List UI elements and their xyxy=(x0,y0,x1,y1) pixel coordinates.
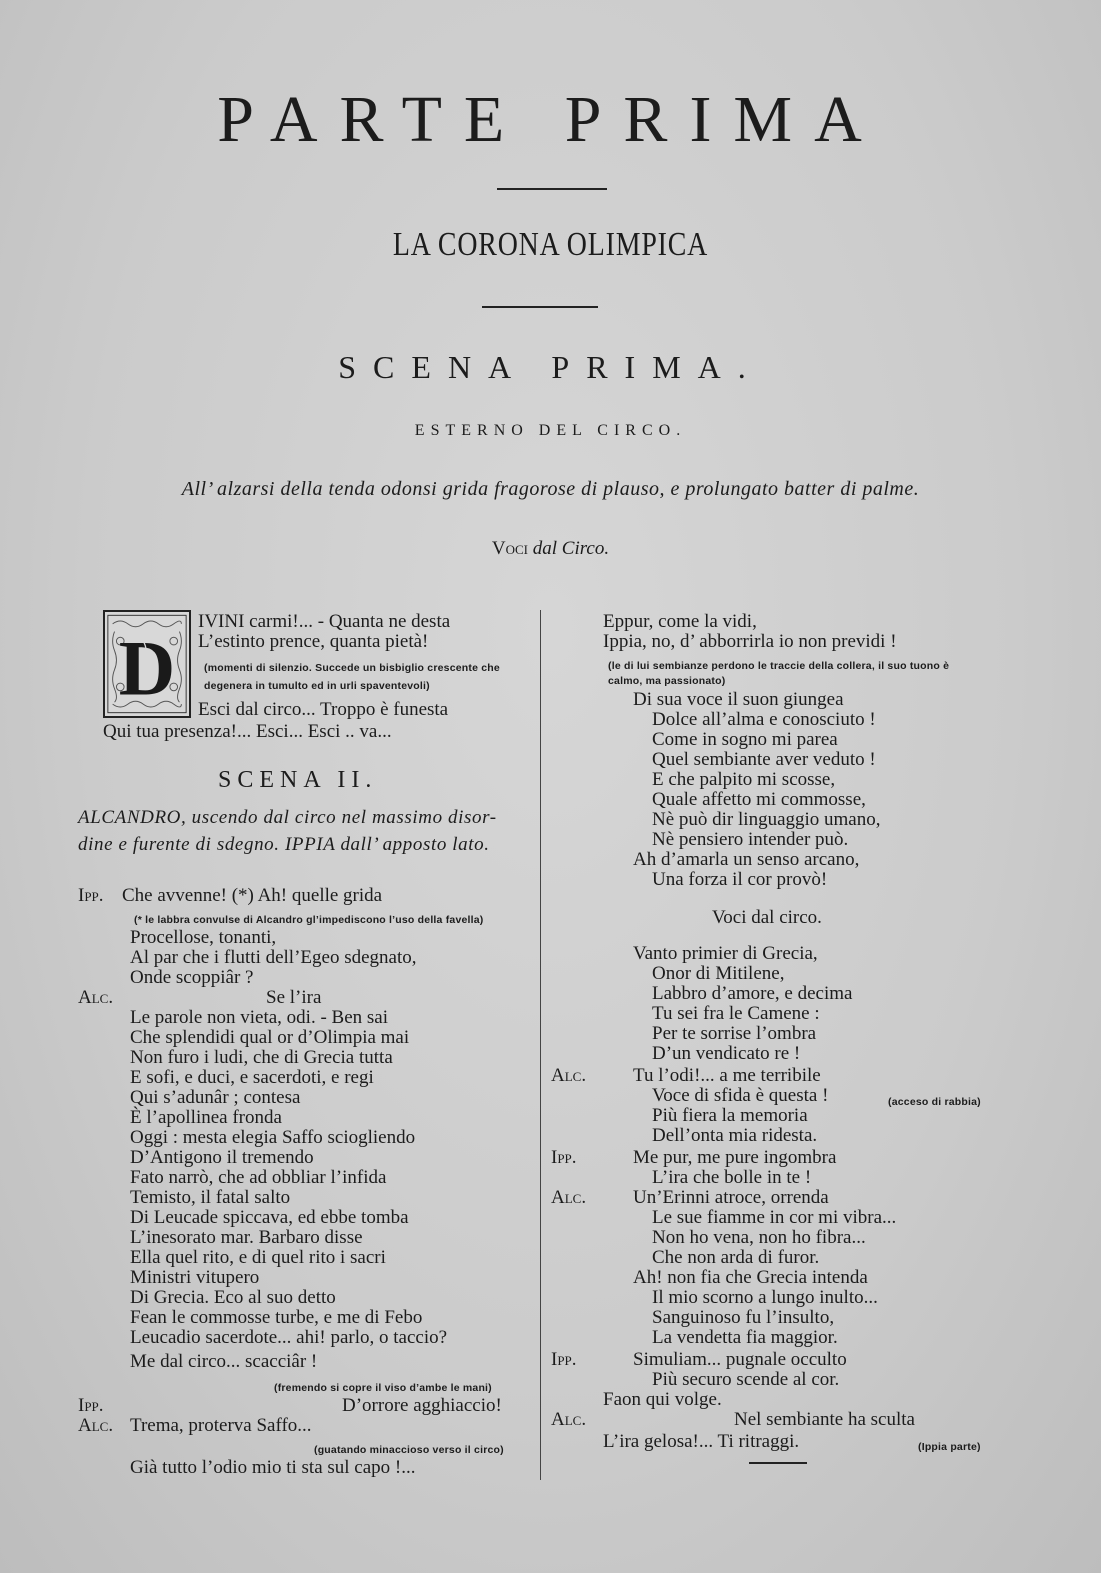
verse-line: Ah d’amarla un senso arcano, xyxy=(633,849,860,870)
voci-heading xyxy=(0,538,1101,560)
verse-line: Come in sogno mi parea xyxy=(652,729,838,750)
speaker-label: Ipp. xyxy=(551,1349,577,1370)
verse-line: La vendetta fia maggior. xyxy=(652,1327,838,1348)
verse-line: Me dal circo... scacciâr ! xyxy=(130,1351,318,1372)
verse-line: Ella quel rito, e di quel rito i sacri xyxy=(130,1247,386,1268)
stage-note: (acceso di rabbia) xyxy=(888,1096,981,1108)
verse-line: Che splendidi qual or d’Olimpia mai xyxy=(130,1027,410,1048)
speaker-label: Ipp. xyxy=(78,885,104,906)
dropcap-letter: D xyxy=(118,624,176,712)
verse-line: Oggi : mesta elegia Saffo sciogliendo xyxy=(130,1127,416,1148)
stage-note: (guatando minaccioso verso il circo) xyxy=(314,1444,504,1456)
verse-line: Temisto, il fatal salto xyxy=(130,1187,291,1208)
verse-line: Di Leucade spiccava, ed ebbe tomba xyxy=(130,1207,409,1228)
verse-line: D’Antigono il tremendo xyxy=(130,1147,314,1168)
dropcap-ornament-icon xyxy=(105,612,189,716)
verse-line: E che palpito mi scosse, xyxy=(652,769,836,790)
verse-line: D’orrore agghiaccio! xyxy=(342,1395,502,1416)
speaker-label: Ipp. xyxy=(551,1147,577,1168)
verse-line: Trema, proterva Saffo... xyxy=(130,1415,312,1436)
verse-line: Vanto primier di Grecia, xyxy=(633,943,818,964)
scene-two-direction: dine e furente di sdegno. IPPIA dall’ apposto lato. xyxy=(78,834,490,855)
verse-line: Di sua voce il suon giungea xyxy=(633,689,844,710)
verse-line: L’inesorato mar. Barbaro disse xyxy=(130,1227,363,1248)
verse-line: Per te sorrise l’ombra xyxy=(652,1023,817,1044)
verse-line: IVINI carmi!... - Quanta ne desta xyxy=(198,611,451,632)
verse-line: Eppur, come la vidi, xyxy=(603,611,757,632)
verse-line: Dell’onta mia ridesta. xyxy=(652,1125,818,1146)
voci-speaker: Voci xyxy=(491,538,528,559)
speaker-label: Alc. xyxy=(78,987,114,1008)
verse-line: Nè pensiero intender può. xyxy=(652,829,849,850)
verse-line: Quale affetto mi commosse, xyxy=(652,789,866,810)
verse-line: È l’apollinea fronda xyxy=(130,1107,282,1128)
stage-note: degenera in tumulto ed in urli spaventevoli) xyxy=(204,680,430,692)
stage-note: calmo, ma passionato) xyxy=(608,675,726,687)
speaker-label: Alc. xyxy=(551,1065,587,1086)
verse-line: Più fiera la memoria xyxy=(652,1105,808,1126)
verse-line: Le sue fiamme in cor mi vibra... xyxy=(652,1207,897,1228)
scene-two-title: SCENA II. xyxy=(218,767,378,793)
end-rule xyxy=(749,1462,807,1464)
verse-line: Le parole non vieta, odi. - Ben sai xyxy=(130,1007,389,1028)
verse-line: Procellose, tonanti, xyxy=(130,927,277,948)
verse-line: Labbro d’amore, e decima xyxy=(652,983,853,1004)
verse-line: Più securo scende al cor. xyxy=(652,1369,840,1390)
verse-line: Qui tua presenza!... Esci... Esci .. va... xyxy=(103,721,392,742)
verse-line: L’ira che bolle in te ! xyxy=(652,1167,812,1188)
verse-line: Esci dal circo... Troppo è funesta xyxy=(198,699,449,720)
stage-note: (fremendo si copre il viso d’ambe le mani) xyxy=(274,1382,492,1394)
scene-title: SCENA PRIMA. xyxy=(338,349,763,385)
verse-line: Fean le commosse turbe, e me di Febo xyxy=(130,1307,423,1328)
stage-note: (le di lui sembianze perdono le traccie della collera, il suo tuono è xyxy=(608,660,950,672)
verse-line: Me pur, me pure ingombra xyxy=(633,1147,837,1168)
scene-setting: ESTERNO DEL CIRCO. xyxy=(414,422,687,439)
verse-line: Di Grecia. Eco al suo detto xyxy=(130,1287,336,1308)
title-rule xyxy=(497,188,607,190)
verse-line: Che avvenne! (*) Ah! quelle grida xyxy=(122,885,383,906)
verse-line: Non furo i ludi, che di Grecia tutta xyxy=(130,1047,393,1068)
speaker-label: Alc. xyxy=(551,1187,587,1208)
verse-line: Onor di Mitilene, xyxy=(652,963,785,984)
speaker-label: Alc. xyxy=(551,1409,587,1430)
voci-direction: dal Circo. xyxy=(532,538,610,559)
stage-note: (Ippia parte) xyxy=(918,1441,981,1453)
verse-line: Faon qui volge. xyxy=(603,1389,722,1410)
verse-line: Voce di sfida è questa ! xyxy=(652,1085,829,1106)
verse-line: E sofi, e duci, e sacerdoti, e regi xyxy=(130,1067,374,1088)
verse-line: Fato narrò, che ad obbliar l’infida xyxy=(130,1167,387,1188)
column-divider xyxy=(540,610,541,1480)
verse-line: Il mio scorno a lungo inulto... xyxy=(652,1287,878,1308)
scene-two-direction: ALCANDRO, uscendo dal circo nel massimo disor- xyxy=(78,807,497,828)
stage-note: (momenti di silenzio. Succede un bisbiglio crescente che xyxy=(204,662,500,674)
verse-line: Tu sei fra le Camene : xyxy=(652,1003,820,1024)
verse-line: Sanguinoso fu l’insulto, xyxy=(652,1307,835,1328)
ornamental-dropcap xyxy=(103,610,191,718)
verse-line: Quel sembiante aver veduto ! xyxy=(652,749,876,770)
verse-line: Un’Erinni atroce, orrenda xyxy=(633,1187,829,1208)
verse-line: L’estinto prence, quanta pietà! xyxy=(198,631,429,652)
verse-line: Già tutto l’odio mio ti sta sul capo !... xyxy=(130,1457,416,1478)
verse-line: Non ho vena, non ho fibra... xyxy=(652,1227,866,1248)
verse-line: Se l’ira xyxy=(266,987,322,1008)
speaker-label: Alc. xyxy=(78,1415,114,1436)
verse-line: Ippia, no, d’ abborrirla io non previdi ! xyxy=(603,631,897,652)
subtitle-rule xyxy=(482,306,598,308)
verse-line: Nel sembiante ha sculta xyxy=(734,1409,915,1430)
verse-line: Nè può dir linguaggio umano, xyxy=(652,809,881,830)
verse-line: Che non arda di furor. xyxy=(652,1247,820,1268)
work-subtitle: LA CORONA OLIMPICA xyxy=(392,226,709,263)
verse-line: Ah! non fia che Grecia intenda xyxy=(633,1267,868,1288)
verse-line: Dolce all’alma e conosciuto ! xyxy=(652,709,876,730)
verse-line: Leucadio sacerdote... ahi! parlo, o taccio? xyxy=(130,1327,448,1348)
part-title: PARTE PRIMA xyxy=(217,83,884,156)
verse-line: Onde scoppiâr ? xyxy=(130,967,254,988)
stage-direction: All’ alzarsi della tenda odonsi grida fragorose di plauso, e prolungato batter di palme. xyxy=(181,478,920,500)
verse-line: D’un vendicato re ! xyxy=(652,1043,801,1064)
verse-line: Qui s’adunâr ; contesa xyxy=(130,1087,301,1108)
voci-subheading: Voci dal circo. xyxy=(712,907,822,928)
verse-line: L’ira gelosa!... Ti ritraggi. xyxy=(603,1431,800,1452)
verse-line: Ministri vitupero xyxy=(130,1267,260,1288)
speaker-label: Ipp. xyxy=(78,1395,104,1416)
verse-line: Una forza il cor provò! xyxy=(652,869,828,890)
verse-line: Al par che i flutti dell’Egeo sdegnato, xyxy=(130,947,417,968)
verse-line: Tu l’odi!... a me terribile xyxy=(633,1065,821,1086)
verse-line: Simuliam... pugnale occulto xyxy=(633,1349,847,1370)
stage-note: (* le labbra convulse di Alcandro gl’impediscono l’uso della favella) xyxy=(134,914,484,926)
